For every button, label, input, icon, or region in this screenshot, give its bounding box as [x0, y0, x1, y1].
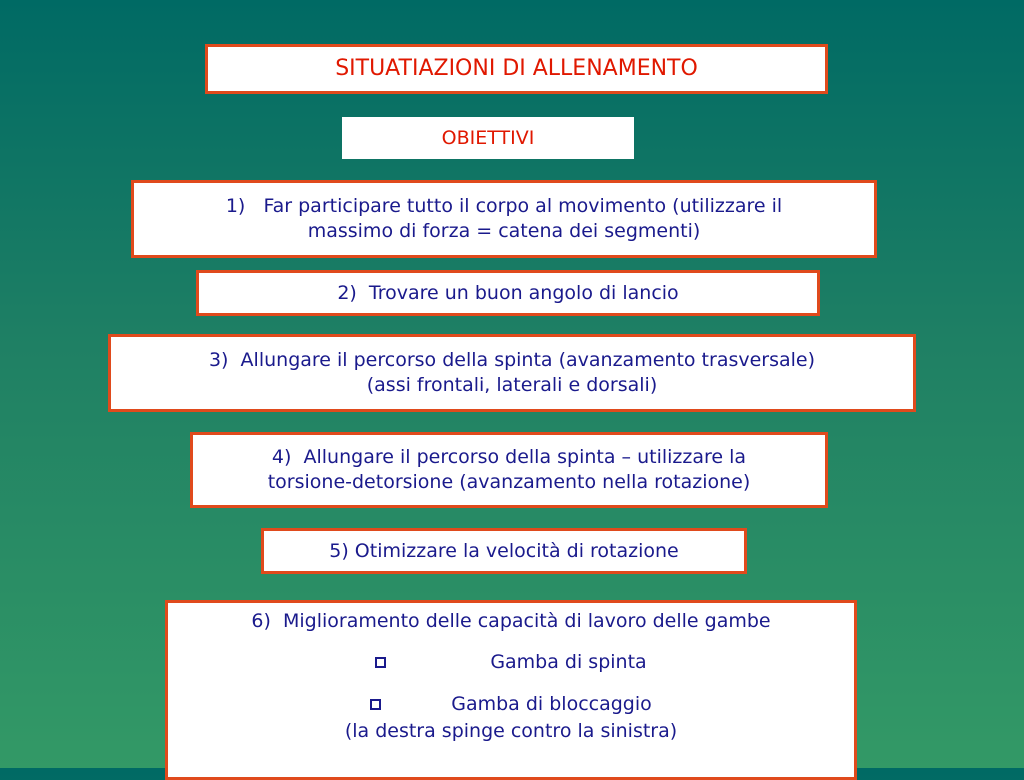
slide-title-text: SITUATIAZIONI DI ALLENAMENTO [335, 55, 698, 81]
bullet-item-text: Gamba di spinta [490, 650, 647, 673]
objective-3-box [108, 334, 916, 412]
objective-6-box [165, 600, 857, 780]
objective-6-text: 6) Miglioramento delle capacità di lavoro delle gambe [251, 610, 771, 632]
objective-5-text: 5) Otimizzare la velocità di rotazione [329, 539, 679, 562]
objective-1-box [131, 180, 877, 258]
objective-4-line-2: torsione-detorsione (avanzamento nella rotazione) [267, 471, 751, 493]
bullet-note: (la destra spinge contro la sinistra) [344, 720, 678, 743]
objective-2-text: 2) Trovare un buon angolo di lancio [337, 281, 679, 304]
objective-5-box [261, 528, 747, 574]
bullet-item-text: Gamba di bloccaggio [451, 693, 652, 716]
section-heading [342, 117, 634, 159]
objective-2-box [196, 270, 820, 316]
objective-4-line-1: 4) Allungare il percorso della spinta – utilizzare la [271, 446, 747, 469]
objective-3-line-2: (assi frontali, laterali e dorsali) [366, 374, 658, 396]
slide-title [205, 44, 828, 94]
objective-1-line-1: 1) Far participare tutto il corpo al movimento (utilizzare il [225, 195, 783, 218]
bullet-item [375, 650, 646, 675]
objective-1-line-2: massimo di forza = catena dei segmenti) [307, 220, 701, 242]
checkbox-icon [375, 657, 386, 668]
objective-4-box [190, 432, 828, 508]
checkbox-icon [370, 699, 381, 710]
section-heading-text: OBIETTIVI [441, 126, 535, 149]
objective-3-line-1: 3) Allungare il percorso della spinta (avanzamento trasversale) [208, 349, 816, 372]
bullet-item [370, 692, 652, 717]
